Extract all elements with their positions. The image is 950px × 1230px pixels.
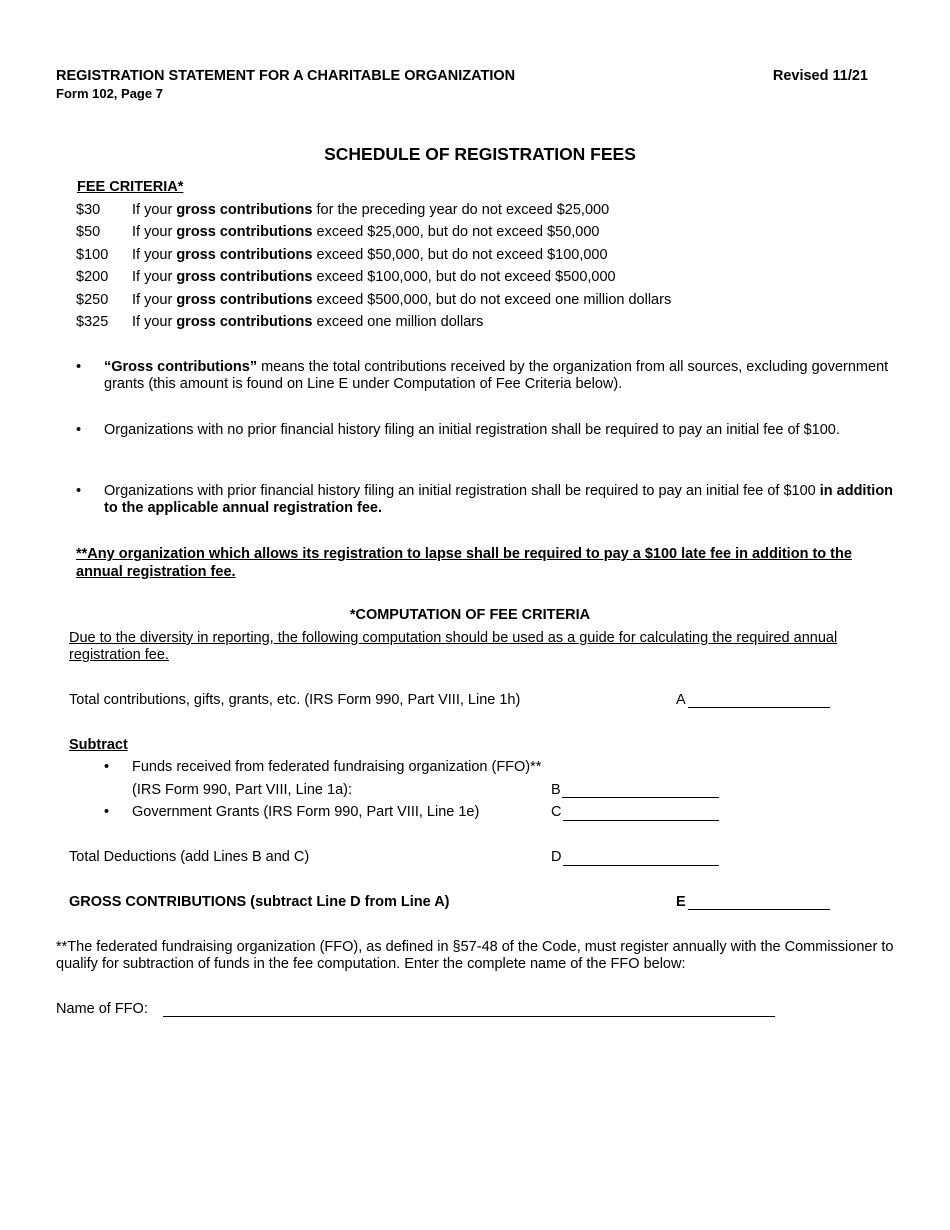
fee-text-post: exceed $50,000, but do not exceed $100,000 — [312, 247, 608, 263]
bullet-text: means the total contributions received by the organization from all sources, excluding government grants (this amount is found on Line E under Computation of Fee Criteria below). — [104, 359, 889, 392]
computation-note: Due to the diversity in reporting, the following computation should be used as a guide for calculating the required annual registration fee. — [69, 630, 838, 663]
bullet-point: • — [76, 422, 82, 438]
fee-amount: $100 — [76, 247, 109, 263]
page-title: SCHEDULE OF REGISTRATION FEES — [324, 144, 636, 164]
fee-text-pre: If your — [132, 247, 177, 263]
bullet-gross-contributions — [76, 359, 896, 393]
ffo-name-label: Name of FFO: — [56, 1001, 148, 1017]
ffo-funds-label: Funds received from federated fundraising organization (FFO)** — [132, 759, 542, 775]
bullet-bold-term: “Gross contributions” — [104, 359, 258, 375]
fee-text-pre: If your — [132, 202, 177, 218]
fee-text-bold: gross contributions — [176, 292, 313, 308]
bullet-point: • — [104, 759, 110, 775]
bullet-point: • — [76, 483, 82, 499]
line-a-label: Total contributions, gifts, grants, etc. (IRS Form 990, Part VIII, Line 1h) — [69, 692, 521, 708]
fee-amount: $250 — [76, 292, 109, 308]
line-c-letter: C — [551, 804, 562, 820]
computation-title: *COMPUTATION OF FEE CRITERIA — [349, 607, 591, 623]
line-b-input[interactable] — [562, 797, 719, 798]
revision-date: Revised 11/21 — [772, 68, 868, 84]
line-e-letter: E — [676, 894, 686, 910]
fee-text-post: for the preceding year do not exceed $25,000 — [312, 202, 610, 218]
fee-amount: $325 — [76, 314, 109, 330]
line-a-input[interactable] — [688, 707, 830, 708]
fee-text-pre: If your — [132, 224, 177, 240]
fee-row — [76, 269, 616, 285]
fee-row — [76, 314, 483, 330]
fee-criteria-heading: FEE CRITERIA* — [77, 179, 184, 195]
ffo-footnote: **The federated fundraising organization (FFO), as defined in §57-48 of the Code, must register annually with the Commissioner to qualify for subtraction of funds in the fee computation. Enter the complete name of the FFO below: — [56, 939, 894, 972]
fee-amount: $30 — [76, 202, 101, 218]
fee-text-post: exceed one million dollars — [312, 314, 484, 330]
bullet-text: Organizations with prior financial history filing an initial registration shall be required to pay an initial fee of $100 — [104, 483, 820, 499]
bullet-point: • — [104, 804, 110, 820]
bullet-bold-tail: in addition to the applicable annual registration fee. — [104, 483, 894, 516]
fee-text-bold: gross contributions — [176, 202, 313, 218]
subtract-heading: Subtract — [69, 737, 128, 753]
bullet-prior-history — [76, 483, 906, 517]
bullet-no-history — [76, 422, 896, 439]
fee-text-post: exceed $500,000, but do not exceed one million dollars — [312, 292, 672, 308]
fee-text-post: exceed $100,000, but do not exceed $500,000 — [312, 269, 616, 285]
bullet-text: Organizations with no prior financial history filing an initial registration shall be required to pay an initial fee of $100. — [104, 422, 840, 438]
form-title: REGISTRATION STATEMENT FOR A CHARITABLE ORGANIZATION — [56, 68, 516, 84]
fee-text-bold: gross contributions — [176, 269, 313, 285]
ffo-funds-reference: (IRS Form 990, Part VIII, Line 1a): — [132, 782, 352, 798]
fee-row — [76, 247, 608, 263]
line-c-input[interactable] — [563, 820, 719, 821]
government-grants-label: Government Grants (IRS Form 990, Part VIII, Line 1e) — [132, 804, 480, 820]
ffo-name-input[interactable] — [163, 1016, 775, 1017]
line-d-letter: D — [551, 849, 562, 865]
late-fee-note: **Any organization which allows its registration to lapse shall be required to pay a $100 late fee in addition to the annual registration fee. — [76, 546, 852, 580]
fee-text-pre: If your — [132, 314, 177, 330]
line-a-letter: A — [676, 692, 686, 708]
line-b-letter: B — [551, 782, 561, 798]
fee-row — [76, 202, 609, 218]
line-d-input[interactable] — [563, 865, 719, 866]
fee-text-bold: gross contributions — [176, 224, 313, 240]
form-page-label: Form 102, Page 7 — [56, 86, 163, 101]
fee-text-bold: gross contributions — [176, 247, 313, 263]
bullet-point: • — [76, 359, 82, 375]
fee-row — [76, 292, 671, 308]
fee-text-pre: If your — [132, 292, 177, 308]
total-deductions-label: Total Deductions (add Lines B and C) — [69, 849, 310, 865]
fee-text-pre: If your — [132, 269, 177, 285]
fee-amount: $50 — [76, 224, 101, 240]
gross-contributions-label: GROSS CONTRIBUTIONS (subtract Line D from Line A) — [69, 894, 450, 910]
fee-amount: $200 — [76, 269, 109, 285]
fee-row — [76, 224, 600, 240]
fee-text-bold: gross contributions — [176, 314, 313, 330]
line-e-input[interactable] — [688, 909, 830, 910]
fee-text-post: exceed $25,000, but do not exceed $50,000 — [312, 224, 600, 240]
